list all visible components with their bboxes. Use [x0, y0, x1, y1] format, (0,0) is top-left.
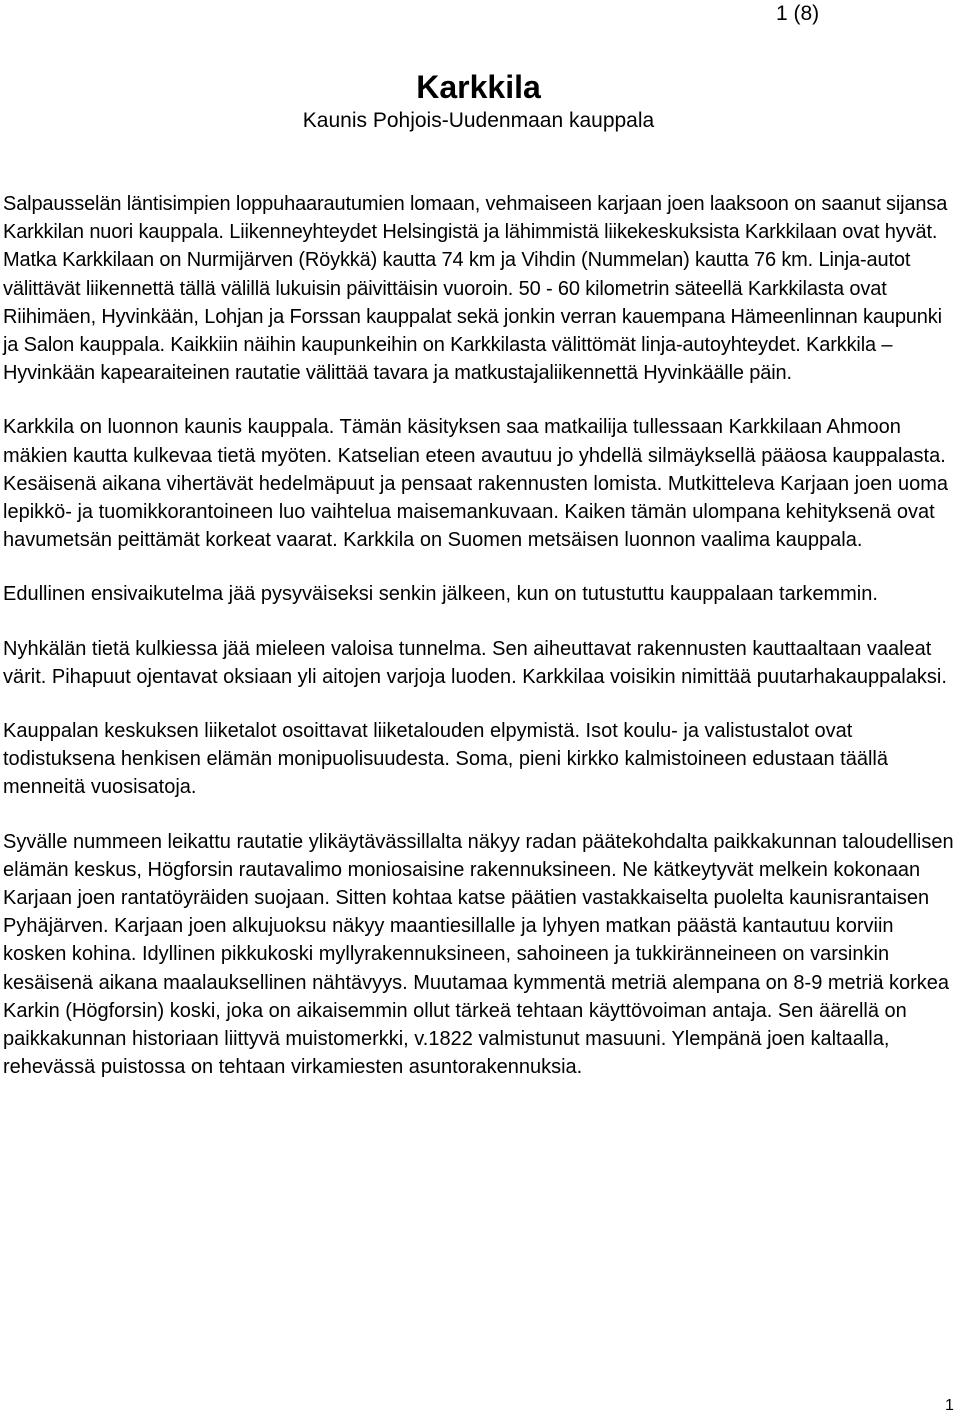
- paragraph-landscape: Karkkila on luonnon kaunis kauppala. Tämän käsityksen saa matkailija tullessaan Karkkilaan Ahmoon mäkien kautta kulkevaa tietä myöten. Katselian eteen avautuu jo yhdellä silmäyksellä pääosa kauppalasta. Kesäisenä aikana vihertävät hedelmäpuut ja pensaat rakennusten lomista. Mutkitteleva Karjaan joen uoma lepikkö- ja tuomikkorantoineen luo vaihtelua maisemankuvaan. Kaiken tämän ulompana kehityksenä ovat havumetsän peittämät korkeat vaarat. Karkkila on Suomen metsäisen luonnon vaalima kauppala.: [3, 416, 949, 552]
- page-number-header: 1 (8): [776, 2, 820, 25]
- paragraph-town-center: Kauppalan keskuksen liiketalot osoittavat liiketalouden elpymistä. Isot koulu- ja valistustalot ovat todistuksena henkisen elämän monipuolisuudesta. Soma, pieni kirkko kalmistoineen edustaan täällä menneitä vuosisatoja.: [3, 720, 888, 799]
- document-subtitle: Kaunis Pohjois-Uudenmaan kauppala: [302, 109, 655, 132]
- paragraph-introduction: Salpausselän läntisimpien loppuhaarautumien lomaan, vehmaiseen karjaan joen laaksoon on saanut sijansa Karkkilan nuori kauppala. Liikenneyhteydet Helsingistä ja lähimmistä liikekeskuksista Karkkilaan ovat hyvät. Matka Karkkilaan on Nurmijärven (Röykkä) kautta 74 km ja Vihdin (Nummelan) kautta 76 km. Linja-autot välittävät liikennettä tällä välillä lukuisin päivittäisin vuoroin. 50 - 60 kilometrin säteellä Karkkilasta ovat Riihimäen, Hyvinkään, Lohjan ja Forssan kauppalat sekä jonkin verran kauempana Hämeenlinnan kaupunki ja Salon kauppala. Kaikkiin näihin kaupunkeihin on Karkkilasta välittömät linja-autoyhteydet. Karkkila – Hyvinkään kapearaiteinen rautatie välittää tavara ja matkustajaliikennettä Hyvinkäälle päin.: [3, 193, 948, 385]
- page-number-footer: 1: [945, 1397, 954, 1414]
- document-header: [0, 66, 960, 134]
- document-body: [3, 190, 959, 1107]
- document-title: Karkkila: [416, 69, 541, 105]
- paragraph-nyhkala-road: Nyhkälän tietä kulkiessa jää mieleen valoisa tunnelma. Sen aiheuttavat rakennusten kauttaaltaan vaaleat värit. Pihapuut ojentavat oksiaan yli aitojen varjoja luoden. Karkkilaa voisikin nimittää puutarhakauppalaksi.: [3, 637, 947, 688]
- paragraph-hogfors-works: Syvälle nummeen leikattu rautatie ylikäytävässillalta näkyy radan päätekohdalta paikkakunnan taloudellisen elämän keskus, Högforsin rautavalimo moniosaisine rakennuksineen. Ne kätkeytyvät melkein kokonaan Karjaan joen rantatöyräiden suojaan. Sitten kohtaa katse päätien vastakkaiselta puolelta kaunisrantaisen Pyhäjärven. Karjaan joen alkujuoksu näkyy maantiesillalle ja lyhyen matkan päästä kantautuu korviin kosken kohina. Idyllinen pikkukoski myllyrakennuksineen, sahoineen ja tukkiränneineen on varsinkin kesäisenä aikana maalauksellinen nähtävyys. Muutamaa kymmentä metriä alempana on 8-9 metriä korkea Karkin (Högforsin) koski, joka on aikaisemmin ollut tärkeä tehtaan käyttövoiman antaja. Sen äärellä on paikkakunnan historiaan liittyvä muistomerkki, v.1822 valmistunut masuuni. Ylempänä joen kaltaalla, rehevässä puistossa on tehtaan virkamiesten asuntorakennuksia.: [3, 830, 954, 1079]
- paragraph-first-impression: Edullinen ensivaikutelma jää pysyväiseksi senkin jälkeen, kun on tutustuttu kauppalaan tarkemmin.: [3, 583, 878, 606]
